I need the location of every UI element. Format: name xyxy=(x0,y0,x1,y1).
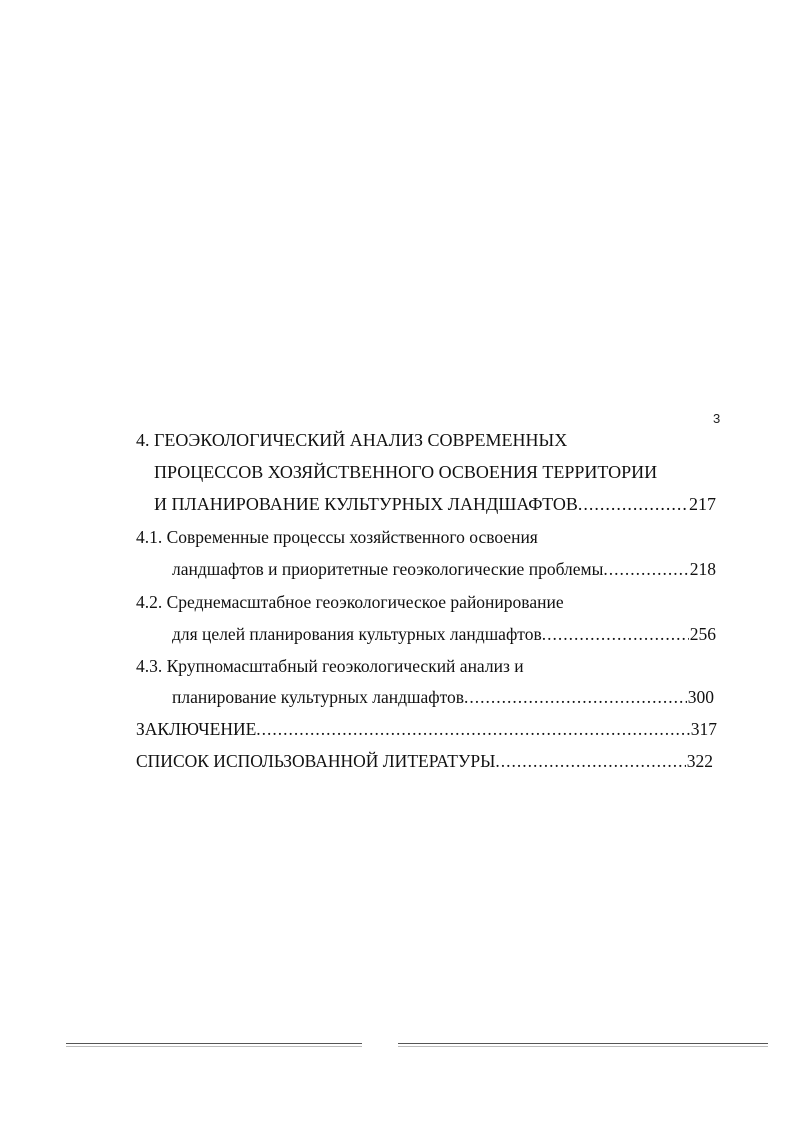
toc-section42-line1: 4.2. Среднемасштабное геоэкологическое районирование xyxy=(136,592,564,612)
toc-chapter4-line3: И ПЛАНИРОВАНИЕ КУЛЬТУРНЫХ ЛАНДШАФТОВ xyxy=(154,494,578,514)
footer-rule-left xyxy=(66,1043,362,1044)
toc-chapter4-line2: ПРОЦЕССОВ ХОЗЯЙСТВЕННОГО ОСВОЕНИЯ ТЕРРИТОРИИ xyxy=(154,462,658,482)
toc-entry-section42[interactable] xyxy=(172,623,716,645)
toc-entry-references[interactable] xyxy=(136,750,713,772)
toc-section43-line2: планирование культурных ландшафтов xyxy=(172,687,464,707)
toc-conclusion-title: ЗАКЛЮЧЕНИЕ xyxy=(136,719,257,739)
dot-leader xyxy=(578,493,688,515)
toc-section43-line1: 4.3. Крупномасштабный геоэкологический анализ и xyxy=(136,656,524,676)
dot-leader xyxy=(256,718,689,740)
toc-references-title: СПИСОК ИСПОЛЬЗОВАННОЙ ЛИТЕРАТУРЫ xyxy=(136,751,496,771)
dot-leader xyxy=(603,558,688,580)
toc-references-page: 322 xyxy=(686,751,713,771)
footer-rule-right-faint xyxy=(398,1046,768,1047)
toc-section42-line2: для целей планирования культурных ландшафтов xyxy=(172,624,542,644)
toc-section43-page: 300 xyxy=(687,687,714,707)
page-number: 3 xyxy=(713,411,721,426)
toc-entry-section41[interactable] xyxy=(172,558,716,580)
toc-section42-page: 256 xyxy=(689,624,716,644)
toc-entry-section43[interactable] xyxy=(172,686,714,708)
dot-leader xyxy=(464,686,687,708)
toc-chapter4-line1: 4. ГЕОЭКОЛОГИЧЕСКИЙ АНАЛИЗ СОВРЕМЕННЫХ xyxy=(136,430,568,450)
dot-leader xyxy=(542,623,689,645)
dot-leader xyxy=(495,750,685,772)
toc-entry-conclusion[interactable] xyxy=(136,718,717,740)
toc-section41-line2: ландшафтов и приоритетные геоэкологические проблемы xyxy=(172,559,604,579)
toc-conclusion-page: 317 xyxy=(690,719,717,739)
toc-section41-line1: 4.1. Современные процессы хозяйственного освоения xyxy=(136,527,538,547)
toc-section41-page: 218 xyxy=(689,559,716,579)
toc-chapter4-page: 217 xyxy=(689,494,716,514)
footer-rule-right xyxy=(398,1043,768,1044)
footer-rule-left-faint xyxy=(66,1046,362,1047)
toc-entry-chapter4[interactable] xyxy=(154,493,716,515)
